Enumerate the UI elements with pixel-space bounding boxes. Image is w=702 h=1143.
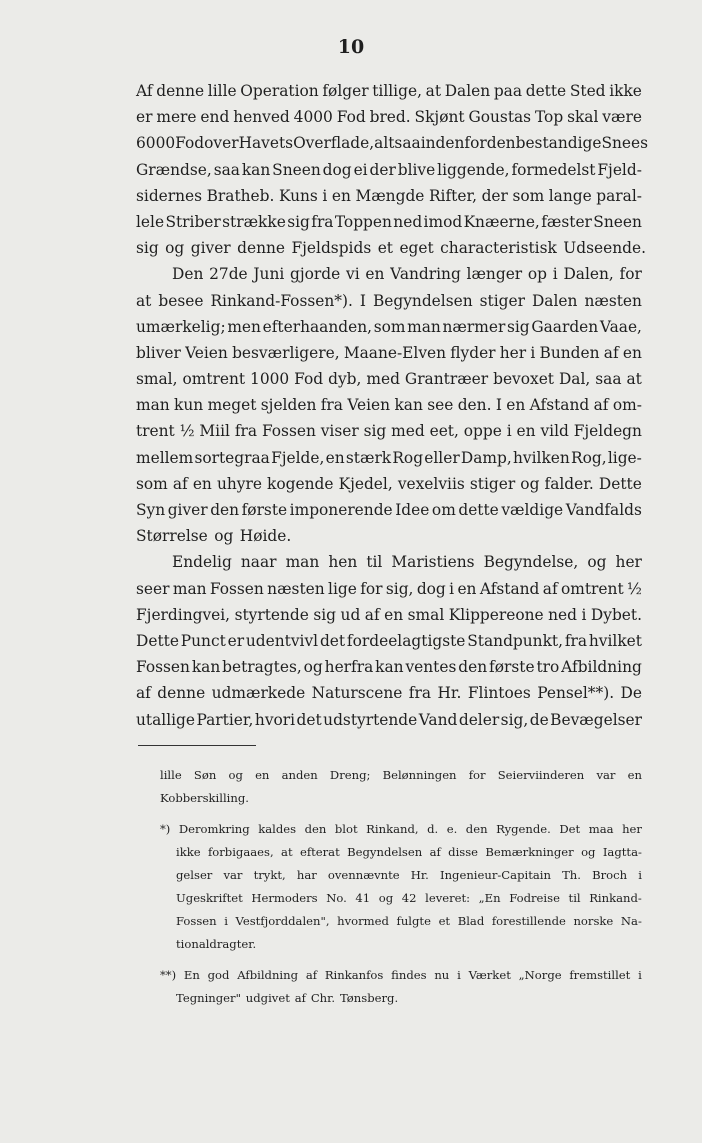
footnote [136,764,642,810]
footnote-line: Kobberskilling. [160,791,249,805]
footnote-divider [138,745,256,746]
footnote-line: **) En god Afbildning af Rinkanfos findes nu i Værket „Norge fremstillet i [160,968,642,982]
text-line: Størrelse og Høide. [136,527,292,546]
footnotes [136,764,642,1018]
text-line: mellem sortegraa Fjelde, en stærk Rog eller Damp, hvilken Rog, lige- [136,448,642,467]
text-line: er mere end henved 4000 Fod bred. Skjønt Goustas Top skal være [136,108,642,127]
text-line: sidernes Bratheb. Kuns i en Mængde Rifter, der som lange paral- [136,186,642,205]
text-line: sig og giver denne Fjeldspids et eget characteristisk Udseende. [136,239,646,258]
text-line: 6000 Fod over Havets Overflade, altsaa indenfor den bestandige Snees [136,134,649,153]
footnote-line: ikke forbigaaes, at efterat Begyndelsen af disse Bemærkninger og Iagtta- [176,845,642,859]
text-line: smal, omtrent 1000 Fod dyb, med Grantræer bevoxet Dal, saa at [136,370,642,389]
text-line: Grændse, saa kan Sneen dog ei der blive liggende, formedelst Fjeld- [136,160,642,179]
footnote-line: Ugeskriftet Hermoders No. 41 og 42 leveret: „En Fodreise til Rinkand- [176,891,642,905]
text-line: at besee Rinkand-Fossen*). I Begyndelsen stiger Dalen næsten [136,291,642,310]
text-line: seer man Fossen næsten lige for sig, dog i en Afstand af omtrent ½ [136,579,642,598]
text-line: Endelig naar man hen til Maristiens Begyndelse, og her [172,553,642,572]
text-line: Den 27de Juni gjorde vi en Vandring længer op i Dalen, for [172,265,642,284]
footnote [136,964,642,1010]
page-number: 10 [337,36,365,58]
text-line: Af denne lille Operation følger tillige, at Dalen paa dette Sted ikke [136,82,642,100]
text-line: man kun meget sjelden fra Veien kan see den. I en Afstand af om- [136,396,642,415]
text-line: Fossen kan betragtes, og herfra kan ventes den første tro Afbildning [136,658,642,677]
text-line: Syn giver den første imponerende Idee om dette vældige Vandfalds [136,501,642,519]
text-line: lele Striber strække sig fra Toppen ned imod Knæerne, fæster Sneen [136,212,642,231]
text-line: bliver Veien besværligere, Maane-Elven flyder her i Bunden af en [136,343,642,362]
text-line: som af en uhyre kogende Kjedel, vexelviis stiger og falder. Dette [136,474,642,493]
main-text [136,78,649,733]
footnote-line: Tegninger" udgivet af Chr. Tønsberg. [176,991,399,1005]
footnote-line: *) Deromkring kaldes den blot Rinkand, d. e. den Rygende. Det maa her [160,822,642,836]
footnote-line: lille Søn og en anden Dreng; Belønningen for Seierviinderen var en [160,768,642,782]
text-line: utallige Partier, hvori det udstyrtende Vand deler sig, de Bevægelser [136,710,642,729]
text-line: af denne udmærkede Naturscene fra Hr. Flintoes Pensel**). De [136,684,642,703]
footnote-line: gelser var trykt, har ovennævnte Hr. Ingenieur-Capitain Th. Broch i [176,868,642,882]
footnote-line: Fossen i Vestfjorddalen", hvormed fulgte et Blad forestillende norske Na- [176,914,642,928]
footnote [136,818,642,956]
text-line: Dette Punct er udentvivl det fordeelagtigste Standpunkt, fra hvilket [136,631,642,650]
text-line: Fjerdingvei, styrtende sig ud af en smal Klippereone ned i Dybet. [136,605,642,624]
text-line: umærkelig; men efterhaanden, som man nærmer sig Gaarden Vaae, [136,317,642,336]
footnote-line: tionaldragter. [176,937,257,951]
text-line: trent ½ Miil fra Fossen viser sig med eet, oppe i en vild Fjeldegn [136,422,642,441]
